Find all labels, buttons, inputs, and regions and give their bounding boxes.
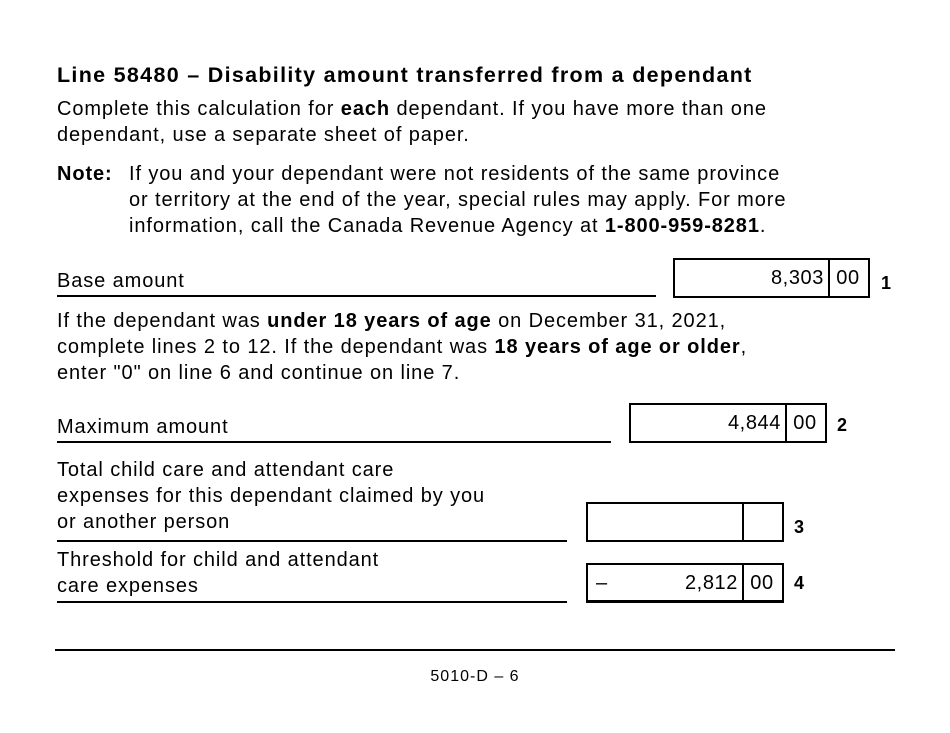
- child-care-expenses-field[interactable]: [586, 502, 784, 542]
- instruction-text-4: ,: [740, 336, 748, 358]
- maximum-amount-label: Maximum amount: [57, 416, 229, 438]
- child-care-cents: [742, 504, 782, 540]
- threshold-field[interactable]: [586, 563, 784, 603]
- instruction-line-2: [57, 334, 747, 360]
- instruction-text: If the dependant was: [57, 310, 268, 332]
- line-number-2: 2: [837, 415, 848, 435]
- note-text: information, call the Canada Revenue Agency at: [129, 215, 605, 237]
- base-amount-label: Base amount: [57, 270, 185, 292]
- intro-line-1: [57, 96, 767, 122]
- line-number-1: 1: [881, 273, 892, 293]
- child-care-label-line-2: expenses for this dependant claimed by you: [57, 485, 486, 507]
- line-number-3: 3: [794, 517, 805, 537]
- page-footer: 5010-D – 6: [430, 668, 520, 685]
- base-amount-cents: 00: [836, 267, 860, 289]
- threshold-label-line-1: Threshold for child and attendant: [57, 549, 380, 571]
- intro-text-2: dependant. If you have more than one: [389, 98, 767, 120]
- minus-operator: –: [596, 572, 608, 594]
- base-amount-dollars: 8,303: [675, 260, 830, 296]
- note-label: Note:: [57, 163, 113, 185]
- maximum-amount-field[interactable]: [629, 403, 827, 443]
- child-care-label-line-3: or another person: [57, 511, 231, 533]
- line-number-4: 4: [794, 573, 805, 593]
- threshold-underline: [57, 601, 567, 603]
- maximum-amount-dollars: 4,844: [631, 405, 787, 441]
- threshold-cents: 00: [750, 572, 774, 594]
- child-care-label-line-1: Total child care and attendant care: [57, 459, 395, 481]
- maximum-amount-underline: [57, 441, 611, 443]
- note-suffix: .: [759, 215, 767, 237]
- intro-line-2: dependant, use a separate sheet of paper.: [57, 124, 470, 146]
- child-care-dollars: [588, 504, 744, 540]
- note-line-2: or territory at the end of the year, special rules may apply. For more: [129, 189, 787, 211]
- child-care-underline: [57, 540, 567, 542]
- note-line-1: If you and your dependant were not residents of the same province: [129, 163, 781, 185]
- threshold-label-line-2: care expenses: [57, 575, 199, 597]
- cra-phone-number: 1-800-959-8281: [604, 215, 760, 237]
- instruction-bold-18-older: 18 years of age or older: [494, 336, 741, 358]
- maximum-amount-cents: 00: [793, 412, 817, 434]
- instruction-text-2: on December 31, 2021,: [491, 310, 727, 332]
- base-amount-underline: [57, 295, 656, 297]
- intro-text: Complete this calculation for: [57, 98, 341, 120]
- instruction-line-1: [57, 308, 726, 334]
- note-line-3: [129, 213, 766, 239]
- instruction-line-3: enter "0" on line 6 and continue on line 7.: [57, 362, 461, 384]
- section-title: Line 58480 – Disability amount transferred from a dependant: [57, 63, 753, 87]
- instruction-text-3: complete lines 2 to 12. If the dependant was: [57, 336, 495, 358]
- threshold-dollars: 2,812: [588, 565, 744, 600]
- base-amount-field[interactable]: [673, 258, 870, 298]
- instruction-bold-under-18: under 18 years of age: [267, 310, 492, 332]
- footer-rule: [55, 649, 895, 651]
- intro-bold: each: [340, 98, 390, 120]
